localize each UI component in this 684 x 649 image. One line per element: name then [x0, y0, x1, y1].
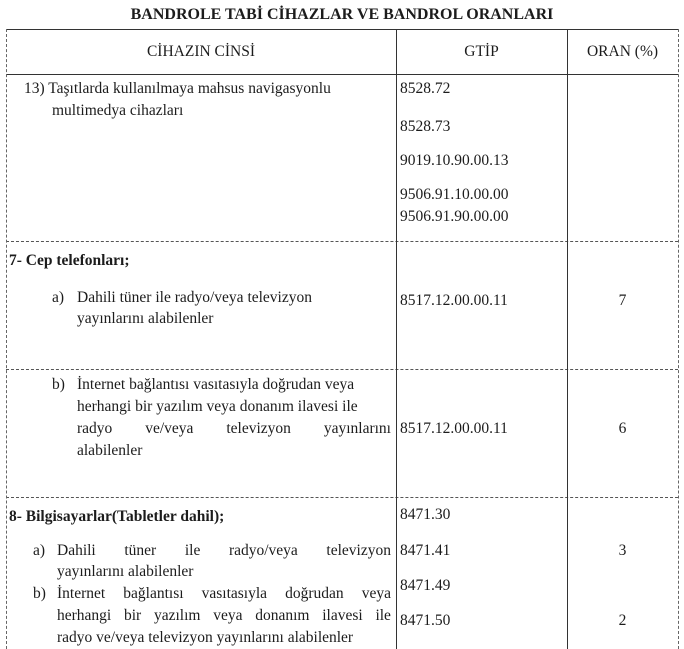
word: bağlantısı [123, 585, 184, 602]
word: yayınlarını [323, 420, 391, 437]
word: radyo [77, 420, 113, 437]
word: Dahili [57, 542, 96, 559]
gtip-code: 8517.12.00.00.11 [400, 420, 508, 437]
item-8b-line2 [57, 607, 391, 625]
word: doğrudan [285, 585, 344, 602]
gtip-code: 8528.72 [400, 80, 451, 97]
word: ve/veya [145, 420, 194, 437]
gtip-code: 8471.41 [400, 542, 451, 559]
gtip-code: 9506.91.10.00.00 [400, 186, 509, 203]
gtip-code: 8517.12.00.00.11 [400, 292, 508, 309]
table-top-border [6, 29, 678, 30]
item-8b-line3: radyo ve/veya televizyon yayınlarını alabilenler [57, 629, 354, 646]
word: radyo/veya [228, 542, 298, 559]
gtip-code: 9019.10.90.00.13 [400, 152, 509, 169]
table-right-border [678, 29, 679, 649]
item-7a-line2: yayınlarını alabilenler [77, 310, 214, 327]
word: veya [213, 607, 243, 624]
item-7b-line2: herhangi bir yazılım veya donanım ilavesi ile [77, 398, 358, 415]
gtip-code: 8471.49 [400, 577, 451, 594]
header-gtip: GTİP [464, 43, 499, 60]
item-marker-b: b) [52, 376, 65, 393]
gtip-code: 8471.50 [400, 612, 451, 629]
gtip-code: 8471.30 [400, 506, 451, 523]
item-7a-line1: Dahili tüner ile radyo/veya televizyon [77, 289, 312, 306]
row-divider-7a [6, 369, 678, 370]
word: ile [375, 607, 391, 624]
item-13-line1: 13) Taşıtlarda kullanılmaya mahsus navigasyonlu [24, 80, 331, 97]
rate-value: 2 [618, 612, 627, 629]
col-divider-1 [396, 29, 397, 649]
row-divider-13 [6, 241, 678, 242]
gtip-code: 9506.91.90.00.00 [400, 208, 509, 225]
word: televizyon [326, 542, 391, 559]
word: tüner [124, 542, 157, 559]
word: İnternet [57, 585, 106, 602]
section-8-heading: 8- Bilgisayarlar(Tabletler dahil); [9, 508, 225, 525]
word: vasıtasıyla [201, 585, 268, 602]
item-marker-a: a) [52, 289, 65, 306]
page-title: BANDROLE TABİ CİHAZLAR VE BANDROL ORANLARI [130, 6, 554, 23]
word: yazılım [153, 607, 201, 624]
word: veya [361, 585, 391, 602]
item-8a-line2: yayınlarını alabilenler [57, 563, 194, 580]
word: ile [184, 542, 201, 559]
item-8b-line1 [57, 585, 391, 603]
item-7b-line4: alabilenler [77, 442, 143, 459]
rate-value: 3 [618, 542, 627, 559]
item-marker-b: b) [33, 585, 46, 602]
rate-value: 6 [618, 420, 627, 437]
item-7b-line1: İnternet bağlantısı vasıtasıyla doğrudan veya [77, 376, 355, 393]
header-bottom-border [6, 74, 678, 75]
word: herhangi [57, 607, 112, 624]
table-left-border [6, 29, 7, 649]
item-8a-line1 [57, 542, 391, 560]
section-7-heading: 7- Cep telefonları; [9, 252, 130, 269]
header-rate: ORAN (%) [586, 43, 659, 60]
word: bir [123, 607, 142, 624]
word: ilavesi [322, 607, 363, 624]
item-13-line2: multimedya cihazları [52, 102, 184, 119]
word: donanım [255, 607, 310, 624]
rate-value: 7 [618, 292, 627, 309]
header-device-type: CİHAZIN CİNSİ [146, 43, 256, 60]
row-divider-7b [6, 497, 678, 498]
item-7b-line3 [77, 420, 391, 438]
word: televizyon [226, 420, 291, 437]
item-marker-a: a) [33, 542, 46, 559]
gtip-code: 8528.73 [400, 118, 451, 135]
